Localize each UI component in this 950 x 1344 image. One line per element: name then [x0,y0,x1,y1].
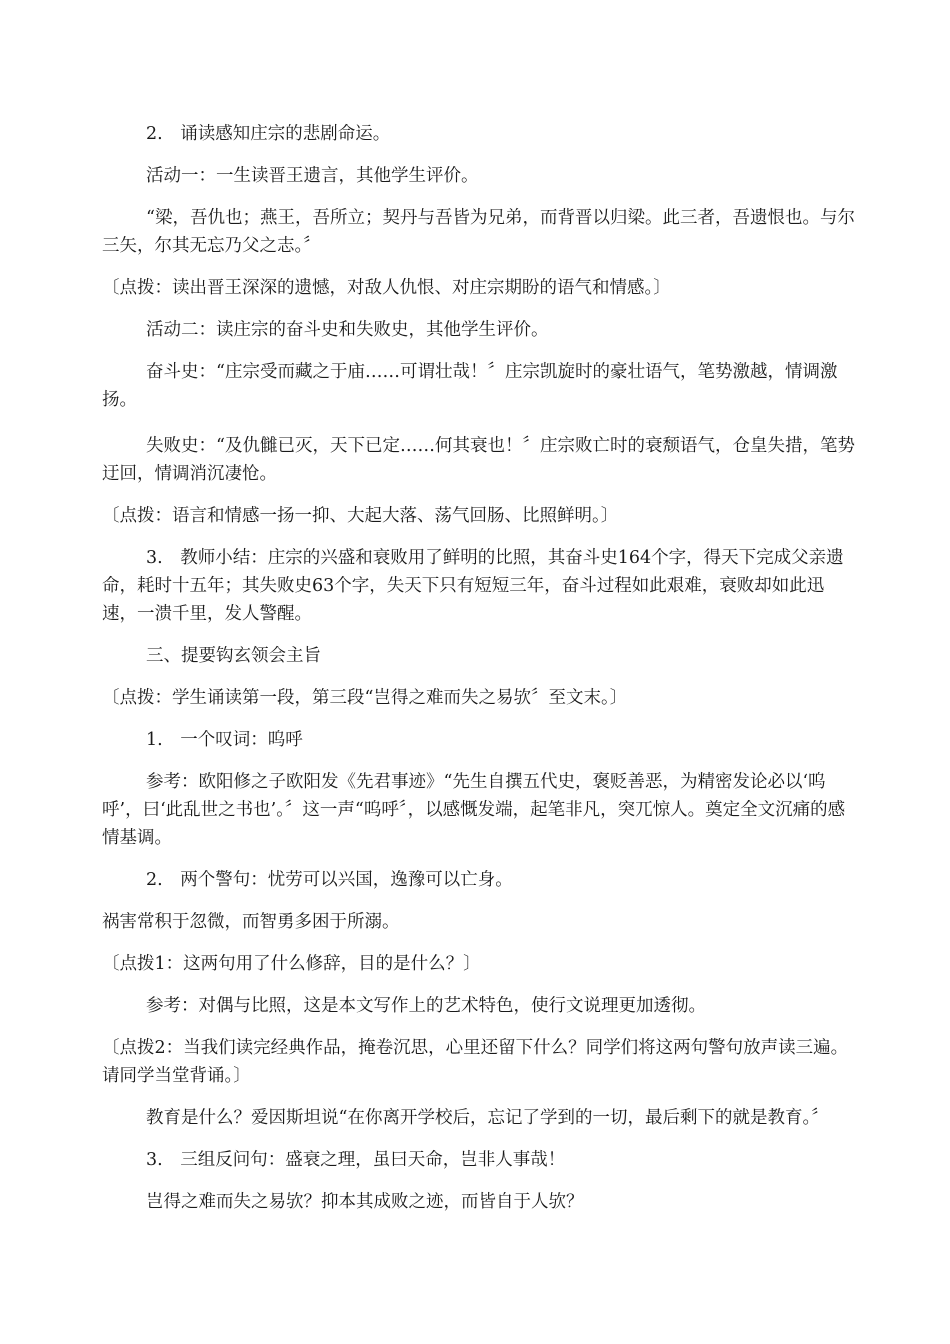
paragraph-two-maxims: 2. 两个警句：忧劳可以兴国，逸豫可以亡身。 [146,870,513,890]
paragraph-struggle-history: 奋斗史：“庄宗受而藏之于庙……可谓壮哉！〞庄宗凯旋时的豪壮语气，笔势激越，情调激扬。 [102,362,838,410]
paragraph-section-2-heading: 2. 诵读感知庄宗的悲剧命运。 [146,124,391,144]
document-body [102,120,858,1216]
paragraph-education-quote: 教育是什么？爱因斯坦说“在你离开学校后，忘记了学到的一切，最后剩下的就是教育。〞 [146,1108,829,1128]
paragraph-hint-3: 〔点拨：学生诵读第一段，第三段“岂得之难而失之易欤〞至文末。〕 [102,688,628,708]
paragraph-maxim-continued: 祸害常积于忽微，而智勇多困于所溺。 [102,912,400,932]
paragraph-hint-1: 〔点拨：读出晋王深深的遗憾，对敌人仇恨、对庄宗期盼的语气和情感。〕 [102,278,671,298]
paragraph-hint-4: 〔点拨1：这两句用了什么修辞，目的是什么？〕 [102,954,481,974]
paragraph-activity-1: 活动一：一生读晋王遗言，其他学生评价。 [146,166,479,186]
paragraph-rhetorical-questions: 3. 三组反问句：盛衰之理，虽曰天命，岂非人事哉！ [146,1150,566,1170]
paragraph-interjection: 1. 一个叹词：呜呼 [146,730,303,750]
paragraph-rhetorical-continued: 岂得之难而失之易欤？抑本其成败之迹，而皆自于人欤？ [146,1192,584,1212]
paragraph-failure-history: 失败史：“及仇雠已灭，天下已定……何其衰也！〞庄宗败亡时的衰颓语气，仓皇失措，笔势迂回，情调消沉凄怆。 [102,436,855,484]
paragraph-reference-1: 参考：欧阳修之子欧阳发《先君事迹》“先生自撰五代史，褒贬善恶，为精密发论必以‘呜呼’，曰‘此乱世之书也’。〞这一声“呜呼〞，以感慨发端，起笔非凡，突兀惊人。奠定全文沉痛的感情基调。 [102,772,846,848]
paragraph-hint-2: 〔点拨：语言和情感一扬一抑、大起大落、荡气回肠、比照鲜明。〕 [102,506,619,526]
paragraph-hint-5: 〔点拨2：当我们读完经典作品，掩卷沉思，心里还留下什么？同学们将这两句警句放声读三遍。请同学当堂背诵。〕 [102,1038,849,1086]
paragraph-section-3-heading: 三、提要钩玄领会主旨 [146,646,321,666]
paragraph-activity-2: 活动二：读庄宗的奋斗史和失败史，其他学生评价。 [146,320,549,340]
paragraph-reference-2: 参考：对偶与比照，这是本文写作上的艺术特色，使行文说理更加透彻。 [146,996,706,1016]
paragraph-jinwang-quote: “梁，吾仇也；燕王，吾所立；契丹与吾皆为兄弟，而背晋以归梁。此三者，吾遗恨也。与尔三矢，尔其无忘乃父之志。〞 [102,208,855,256]
paragraph-teacher-summary: 3. 教师小结：庄宗的兴盛和衰败用了鲜明的比照，其奋斗史164个字，得天下完成父亲遗命，耗时十五年；其失败史63个字，失天下只有短短三年，奋斗过程如此艰难，衰败却如此迅速，一溃千里，发人警醒。 [102,548,844,624]
